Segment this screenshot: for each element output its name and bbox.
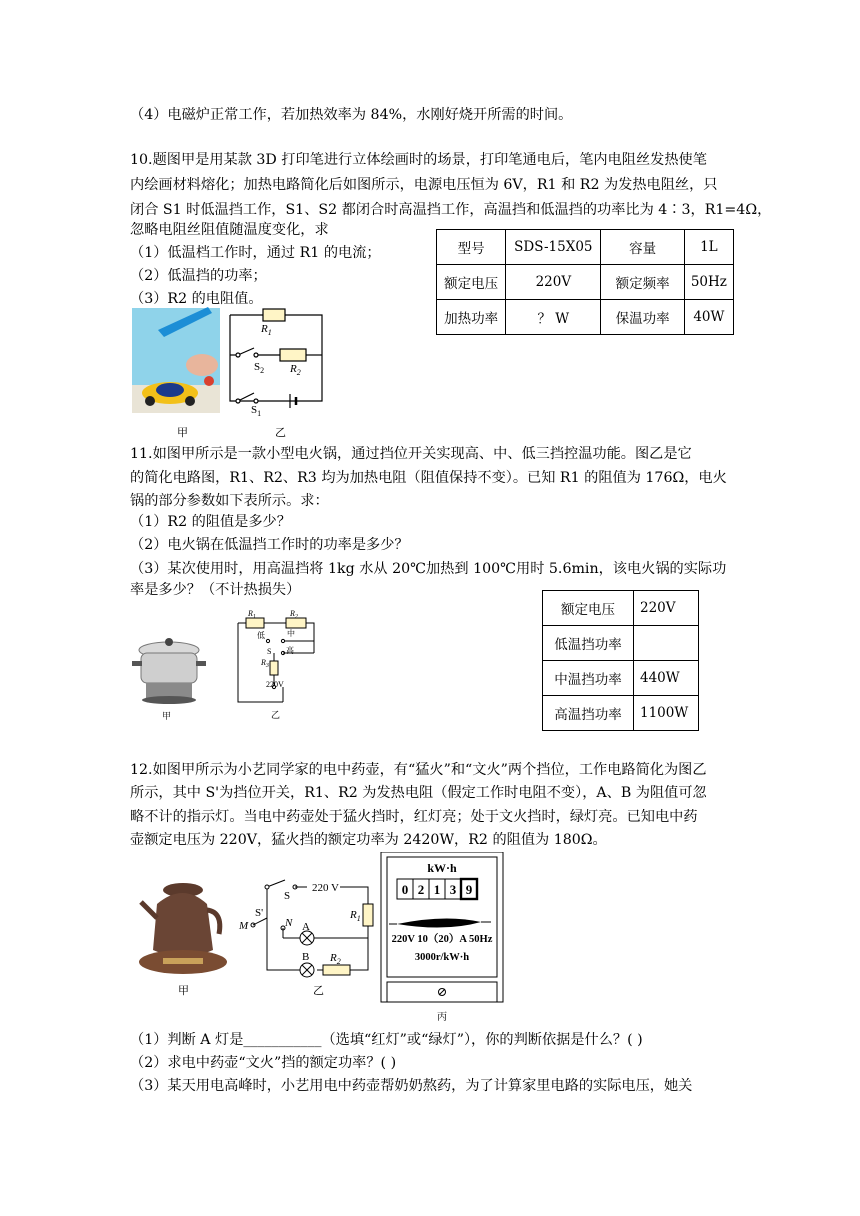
fig-caption: 乙 [313, 985, 324, 997]
fig-caption: 丙 [437, 1012, 447, 1023]
table-cell [634, 626, 699, 661]
table-cell: 1L [684, 230, 733, 265]
spec-table-2 [542, 590, 699, 731]
table-cell: 中温挡功率 [543, 661, 634, 696]
q12-figure [135, 852, 510, 1027]
svg-text:R2: $R_2$ [330, 952, 341, 966]
meter-digit: 3 [449, 882, 457, 897]
meter-unit: kW·h [427, 861, 457, 875]
electricity-meter [381, 852, 503, 1002]
table-cell: 220V [506, 265, 601, 300]
r1-label: $R_1$ [261, 323, 272, 337]
table-row [437, 265, 734, 300]
table-row [543, 661, 699, 696]
table-cell: 50Hz [684, 265, 733, 300]
q9-part4: （4）电磁炉正常工作，若加热效率为 84%，水刚好烧开所需的时间。 [130, 107, 573, 123]
q11-line3: 锅的部分参数如下表所示。求： [130, 493, 329, 509]
q10-line1: 10.题图甲是用某款 3D 打印笔进行立体绘画时的场景，打印笔通电后，笔内电阻丝发热使笔 [130, 152, 707, 168]
table-row [543, 696, 699, 731]
meter-digit: 0 [401, 882, 409, 897]
table-cell: 440W [634, 661, 699, 696]
table-cell: 额定电压 [543, 591, 634, 626]
fig-caption: 乙 [275, 427, 286, 439]
svg-text:220V: 220V [266, 680, 284, 689]
svg-text:A: A [302, 921, 310, 933]
meter-rating: 220V 10（20）A 50Hz [391, 934, 493, 945]
svg-text:R1: $R_1$ [350, 909, 361, 923]
table-cell: 220V [634, 591, 699, 626]
table-cell: 1100W [634, 696, 699, 731]
q11-sub2: （2）电火锅在低温挡工作时的功率是多少？ [130, 537, 409, 553]
table-row [437, 300, 734, 335]
s2-label: $S_2$ [254, 361, 265, 375]
s1-label: $S_1$ [251, 404, 262, 418]
svg-text:B: B [302, 951, 310, 963]
q11-circuit [238, 618, 314, 702]
svg-text:S: S [267, 647, 272, 656]
svg-text:低: 低 [257, 631, 265, 640]
q11-sub3a: （3）某次使用时，用高温挡将 1kg 水从 20℃加热到 100℃用时 5.6min，该电火锅的实际功 [130, 561, 727, 577]
meter-digits [397, 879, 477, 899]
q11-sub3b: 率是多少？（不计热损失） [130, 582, 301, 598]
meter-digit: 2 [417, 882, 425, 897]
table-row [543, 626, 699, 661]
table-cell: 40W [684, 300, 733, 335]
q10-sub1: （1）低温档工作时，通过 R1 的电流； [130, 245, 381, 261]
svg-text:S': S' [255, 907, 264, 919]
q12-line1: 12.如图甲所示为小艺同学家的电中药壶，有“猛火”和“文火”两个挡位，工作电路简化为图乙 [130, 762, 707, 778]
table-row [437, 230, 734, 265]
spec-table-1 [436, 229, 734, 335]
table-cell: 低温挡功率 [543, 626, 634, 661]
q10-line3: 闭合 S1 时低温挡工作，S1、S2 都闭合时高温挡工作，高温挡和低温挡的功率比为 4∶3，R1=4Ω， [130, 202, 772, 218]
svg-text:R1: $R_1$ [248, 609, 256, 620]
hotpot-photo [132, 638, 206, 704]
table-cell: 型号 [437, 230, 506, 265]
svg-text:R3: $R_3$ [261, 658, 269, 669]
table-cell: 额定频率 [601, 265, 684, 300]
svg-text:N: N [285, 917, 293, 929]
svg-text:R2: $R_2$ [290, 609, 298, 620]
table-cell: SDS-15X05 [506, 230, 601, 265]
table-cell: 高温挡功率 [543, 696, 634, 731]
q12-sub1: （1）判断 A 灯是___________（选填“红灯”或“绿灯”），你的判断依据是什么？( ) [130, 1032, 643, 1048]
q11-line1: 11.如图甲所示是一款小型电火锅，通过挡位开关实现高、中、低三挡控温功能。图乙是它 [130, 446, 692, 462]
meter-digit: 9 [465, 882, 473, 897]
table-cell: 加热功率 [437, 300, 506, 335]
svg-text:高: 高 [286, 646, 294, 655]
q10-figure [130, 305, 335, 440]
fig-caption: 乙 [271, 710, 281, 720]
meter-digit: 1 [433, 882, 441, 897]
table-cell: 保温功率 [601, 300, 684, 335]
3d-pen-photo [132, 307, 220, 413]
q10-circuit [230, 309, 322, 408]
q11-line2: 的简化电路图，R1、R2、R3 均为加热电阻（阻值保持不变）。已知 R1 的阻值为 176Ω，电火 [130, 470, 727, 486]
svg-text:S: S [284, 890, 291, 902]
svg-text:中: 中 [287, 629, 295, 638]
table-cell: ？ W [506, 300, 601, 335]
fig-caption: 甲 [162, 711, 172, 721]
q10-line2: 内绘画材料熔化；加热电路简化后如图所示，电源电压恒为 6V，R1 和 R2 为发热电阻丝，只 [130, 177, 718, 193]
q10-line4: 忽略电阻丝阻值随温度变化，求 [130, 222, 329, 238]
q11-figure [128, 605, 328, 723]
q12-circuit [251, 880, 373, 977]
q12-line2: 所示，其中 S'为挡位开关，R1、R2 为发热电阻（假定工作时电阻不变），A、B 为阻值可忽 [130, 785, 707, 801]
table-cell: 额定电压 [437, 265, 506, 300]
fig-caption: 甲 [178, 985, 189, 997]
q12-line3: 略不计的指示灯。当电中药壶处于猛火挡时，红灯亮；处于文火挡时，绿灯亮。已知电中药 [130, 809, 698, 825]
q12-sub3: （3）某天用电高峰时，小艺用电中药壶帮奶奶熬药，为了计算家里电路的实际电压，她关 [130, 1078, 693, 1094]
r2-label: $R_2$ [290, 363, 301, 377]
fig-caption: 甲 [177, 427, 188, 439]
q12-line4: 壶额定电压为 220V，猛火挡的额定功率为 2420W，R2 的阻值为 180Ω。 [130, 832, 607, 848]
svg-text:220 V: 220 V [312, 882, 339, 894]
meter-constant: 3000r/kW·h [414, 952, 470, 963]
herbal-pot-photo [139, 883, 227, 974]
table-cell: 容量 [601, 230, 684, 265]
q11-sub1: （1）R2 的阻值是多少？ [130, 514, 291, 530]
svg-text:M: M [239, 920, 249, 932]
table-row [543, 591, 699, 626]
q10-sub2: （2）低温挡的功率； [130, 268, 267, 284]
q10-sub3: （3）R2 的电阻值。 [130, 291, 263, 307]
q12-sub2: （2）求电中药壶“文火”挡的额定功率？( ) [130, 1055, 397, 1071]
